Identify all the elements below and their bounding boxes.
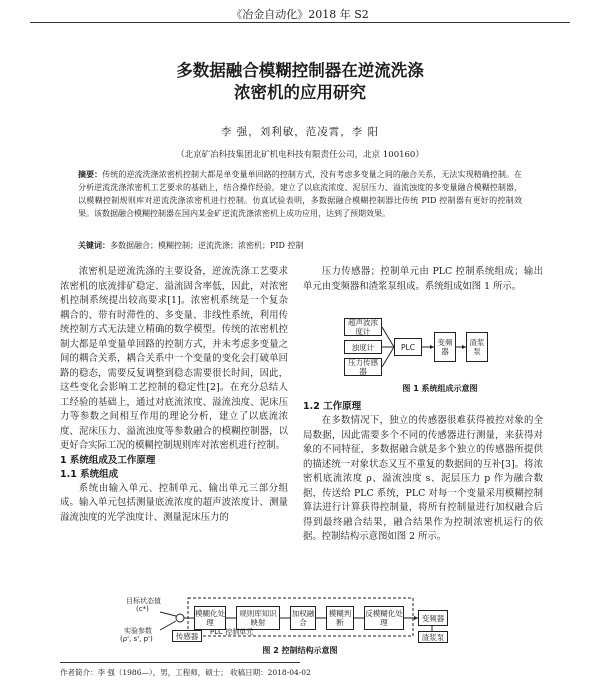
keywords-label: 关键词：	[78, 241, 110, 250]
figure-1	[344, 318, 574, 380]
abstract-text: 传统的逆流洗涤浓密机控制大都是单变量单回路的控制方式，没有考虑多变量之间的融合关系，无法实现精确控制。在分析逆流洗涤浓密机工艺要求的基础上，结合操作经验，建立了以底流浓度、泥层压力、溢流浊度的多变量融合模糊控制器，以模糊控制规则库对逆流洗涤浓密机进行控制。仿真试验表明，多数据融合模糊控制器比传统 PID 控制器有更好的控制效果。该数据融合模糊控制器在国内某金矿逆流洗涤浓密机上成功应用，达到了预期效果。	[78, 170, 523, 218]
fig2-target-value: (c*)	[136, 605, 149, 613]
abstract-label: 摘要：	[78, 170, 103, 179]
section-1-2-heading: 1.2 工作原理	[303, 401, 362, 412]
fig2-state-value: (ρ', s', p')	[120, 635, 153, 643]
keywords	[78, 240, 522, 252]
title-line-1: 多数据融合模糊控制器在逆流洗涤	[176, 61, 424, 80]
fig2-plc-label: PLC 控制单元	[210, 628, 254, 636]
fig2-rulebase: 规则库知识映射	[236, 606, 280, 630]
authors: 李 强，刘利敏，范凌霄，李 阳	[220, 126, 380, 138]
header-divider	[30, 22, 570, 23]
fig2-weighted-fusion: 加权融合	[290, 606, 316, 630]
fig2-fuzzify: 模糊化处理	[194, 606, 226, 630]
keywords-text: 多数据融合；模糊控制；逆流洗涤；浓密机；PID 控制	[110, 241, 304, 250]
author-note: 作者简介：李 强（1986—），男，工程师，硕士； 收稿日期：2018-04-02	[60, 668, 311, 677]
right-column-lower	[303, 400, 543, 545]
title-line-2: 浓密机的应用研究	[234, 83, 366, 102]
right-top-text: 压力传感器；控制单元由 PLC 控制系统组成；输出单元由变频器和渣浆泵组成。系统组成如图 1 所示。	[303, 266, 543, 292]
fig2-defuzzify: 反模糊化处理	[364, 606, 404, 630]
intro-paragraph: 浓密机是逆流洗涤的主要设备，逆流洗涤工艺要求浓密机的底流排矿稳定、溢流固含率低，因此，对浓密机控制系统提出较高要求[1]。浓密机系统是一个复杂耦合的、带有时滞性的、多变量、非线性系统，利用传统控制方式无法建立精确的数学模型。传统的浓密机控制大都是单变量单回路的控制方式，并未考虑多变量之间的耦合关系，耦合关系中一个变量的变化会打破单回路的稳态，需要反复调整到稳态需要很长时间，因此，这些变化会影响工艺控制的稳定性[2]。在充分总结人工经验的基础上，通过对底流浓度、溢流浊度、泥床压力等参数之间相互作用的理论分析，建立了以底流浓度、泥床压力、溢流浊度等参数融合的模糊控制器，以更好合实际工况的模糊控制规则库对浓密机进行控制。	[60, 266, 288, 451]
fig1-vfd: 变频器	[434, 332, 456, 362]
fig2-state-label: 实验参数	[124, 627, 152, 635]
section-1-heading: 1 系统组成及工作原理	[60, 454, 156, 466]
figure-1-caption: 图 1 系统组成示意图	[402, 384, 478, 393]
journal-header: 《冶金自动化》2018 年 S2	[231, 8, 369, 21]
fig1-input-pressure: 压力传感器	[344, 358, 382, 376]
fig2-target-label: 目标状态值	[126, 597, 161, 605]
fig1-input-ultrasonic: 超声波浓度计	[344, 318, 382, 336]
fig2-fuzzy-judgement: 模糊判断	[326, 606, 354, 630]
section-1-2-text: 在多数情况下，独立的传感器很难获得被控对象的全局数据，因此需要多个不同的传感器进行测量，来获得对象的不同特征，多数据融合就是多个独立的传感器所提供的描述统一对象状态又互不重复的数据间的互补[3]。将浓密机底流浓度 ρ、溢流浊度 s、泥层压力 p 作为融合数据，传送给 PLC 系统，PLC 对每一个变量采用模糊控制算法进行计算获得控制量，将所有控制量进行加权融合后得到最终融合结果，融合结果作为控制浓密机运行的依据。控制结构示意图如图 2 所示。	[303, 415, 543, 542]
fig1-input-turbidity: 浊度计	[344, 340, 382, 354]
fig1-plc: PLC	[394, 338, 422, 356]
paper-title	[0, 60, 600, 104]
right-column-top	[303, 265, 543, 294]
fig2-sensor: 传感器	[172, 630, 202, 642]
section-1-1-heading: 1.1 系统组成	[60, 468, 119, 480]
section-1-1-text: 系统由输入单元、控制单元、输出单元三部分组成。输入单元包括测量底流浓度的超声波浓度计、测量溢流浊度的光学浊度计、测量泥床压力的	[60, 482, 288, 523]
figure-2-caption: 图 2 控制结构示意图	[262, 646, 338, 655]
figure-2	[60, 596, 540, 676]
left-column	[60, 265, 288, 525]
fig1-pump: 渣浆泵	[466, 332, 488, 362]
affiliation: （北京矿冶科技集团北矿机电科技有限责任公司，北京 100160）	[176, 150, 424, 160]
fig2-pump: 渣浆泵	[418, 631, 448, 643]
fig2-vfd: 变频器	[418, 610, 448, 626]
footer-divider	[60, 662, 300, 663]
abstract	[78, 168, 522, 220]
